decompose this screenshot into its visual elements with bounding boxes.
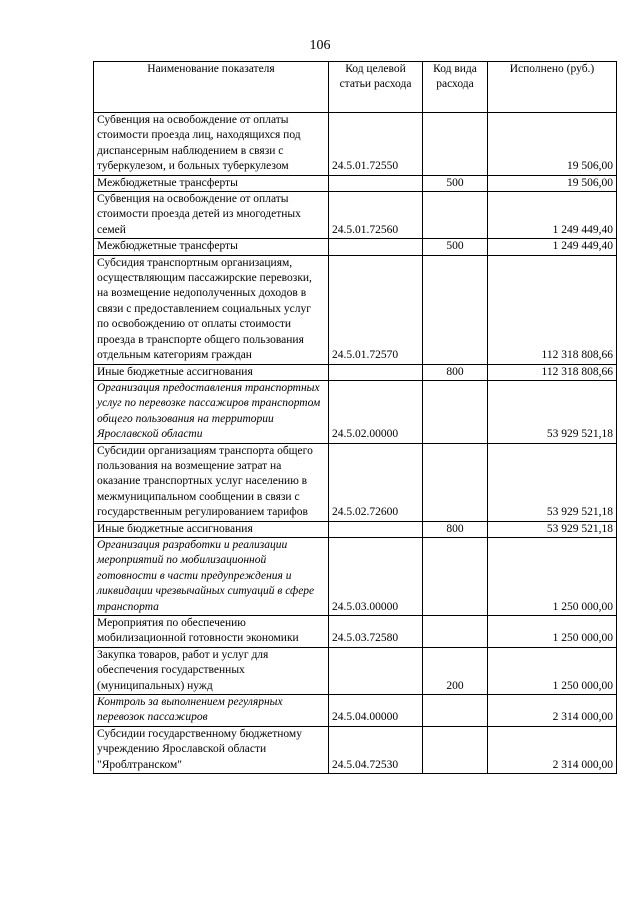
row-name-cell: Иные бюджетные ассигнования bbox=[94, 364, 329, 380]
row-expense-type-cell: 800 bbox=[423, 364, 488, 380]
row-executed-amount-cell: 2 314 000,00 bbox=[488, 695, 617, 727]
row-executed-amount-cell: 1 250 000,00 bbox=[488, 616, 617, 648]
row-executed-amount-cell: 2 314 000,00 bbox=[488, 726, 617, 773]
row-target-code-cell: 24.5.03.00000 bbox=[329, 537, 423, 615]
row-name-cell: Контроль за выполнением регулярных перевозок пассажиров bbox=[94, 695, 329, 727]
budget-execution-table bbox=[93, 61, 617, 774]
row-target-code-cell: 24.5.03.72580 bbox=[329, 616, 423, 648]
row-executed-amount-cell: 112 318 808,66 bbox=[488, 255, 617, 364]
row-expense-type-cell bbox=[423, 113, 488, 176]
table-row bbox=[94, 521, 617, 537]
row-target-code-cell: 24.5.04.72530 bbox=[329, 726, 423, 773]
row-expense-type-cell bbox=[423, 695, 488, 727]
header-target-code: Код целевой статьи расхода bbox=[329, 62, 423, 113]
row-name-cell: Организация предоставления транспортных услуг по перевозке пассажиров транспортом общего пользования на территории Ярославской области bbox=[94, 380, 329, 443]
row-expense-type-cell bbox=[423, 380, 488, 443]
table-header-row bbox=[94, 62, 617, 113]
header-executed-amount: Исполнено (руб.) bbox=[488, 62, 617, 113]
row-name-cell: Субсидии государственному бюджетному учреждению Ярославской области "Яроблтранском" bbox=[94, 726, 329, 773]
row-name-cell: Мероприятия по обеспечению мобилизационной готовности экономики bbox=[94, 616, 329, 648]
row-target-code-cell: 24.5.02.72600 bbox=[329, 443, 423, 521]
row-target-code-cell bbox=[329, 239, 423, 255]
row-expense-type-cell bbox=[423, 726, 488, 773]
table-row bbox=[94, 380, 617, 443]
row-name-cell: Субвенция на освобождение от оплаты стоимости проезда лиц, находящихся под диспансерным наблюдением в связи с туберкулезом, и больных туберкулезом bbox=[94, 113, 329, 176]
row-expense-type-cell bbox=[423, 255, 488, 364]
row-name-cell: Закупка товаров, работ и услуг для обеспечения государственных (муниципальных) нужд bbox=[94, 647, 329, 694]
table-row bbox=[94, 113, 617, 176]
row-executed-amount-cell: 1 250 000,00 bbox=[488, 537, 617, 615]
row-expense-type-cell: 800 bbox=[423, 521, 488, 537]
row-target-code-cell: 24.5.02.00000 bbox=[329, 380, 423, 443]
row-expense-type-cell bbox=[423, 537, 488, 615]
row-name-cell: Субсидии организациям транспорта общего пользования на возмещение затрат на оказание транспортных услуг населению в межмуниципальном сообщении в связи с государственным регулированием тарифов bbox=[94, 443, 329, 521]
page-number: 106 bbox=[309, 38, 331, 53]
row-executed-amount-cell: 19 506,00 bbox=[488, 113, 617, 176]
table-row bbox=[94, 726, 617, 773]
row-target-code-cell: 24.5.01.72560 bbox=[329, 192, 423, 239]
table-row bbox=[94, 616, 617, 648]
row-expense-type-cell: 500 bbox=[423, 175, 488, 191]
table-row bbox=[94, 192, 617, 239]
row-name-cell: Межбюджетные трансферты bbox=[94, 239, 329, 255]
row-name-cell: Иные бюджетные ассигнования bbox=[94, 521, 329, 537]
row-target-code-cell bbox=[329, 647, 423, 694]
row-executed-amount-cell: 1 249 449,40 bbox=[488, 192, 617, 239]
row-name-cell: Субвенция на освобождение от оплаты стоимости проезда детей из многодетных семей bbox=[94, 192, 329, 239]
table-row bbox=[94, 695, 617, 727]
header-name: Наименование показателя bbox=[94, 62, 329, 113]
row-executed-amount-cell: 112 318 808,66 bbox=[488, 364, 617, 380]
row-executed-amount-cell: 53 929 521,18 bbox=[488, 521, 617, 537]
header-expense-type: Код вида расхода bbox=[423, 62, 488, 113]
row-name-cell: Организация разработки и реализации мероприятий по мобилизационной готовности в части предупреждения и ликвидации чрезвычайных ситуаций в сфере транспорта bbox=[94, 537, 329, 615]
row-target-code-cell bbox=[329, 175, 423, 191]
row-expense-type-cell: 500 bbox=[423, 239, 488, 255]
table-row bbox=[94, 443, 617, 521]
row-expense-type-cell bbox=[423, 616, 488, 648]
table-row bbox=[94, 364, 617, 380]
row-target-code-cell bbox=[329, 521, 423, 537]
table-row bbox=[94, 175, 617, 191]
row-target-code-cell: 24.5.01.72550 bbox=[329, 113, 423, 176]
table-row bbox=[94, 537, 617, 615]
table-row bbox=[94, 647, 617, 694]
row-target-code-cell: 24.5.01.72570 bbox=[329, 255, 423, 364]
row-executed-amount-cell: 53 929 521,18 bbox=[488, 380, 617, 443]
row-expense-type-cell: 200 bbox=[423, 647, 488, 694]
row-executed-amount-cell: 1 249 449,40 bbox=[488, 239, 617, 255]
row-name-cell: Субсидия транспортным организациям, осуществляющим пассажирские перевозки, на возмещение недополученных доходов в связи с предоставлением социальных услуг по освобождению от оплаты стоимости проезда в транспорте общего пользования отдельным категориям граждан bbox=[94, 255, 329, 364]
row-target-code-cell: 24.5.04.00000 bbox=[329, 695, 423, 727]
table-row bbox=[94, 239, 617, 255]
row-name-cell: Межбюджетные трансферты bbox=[94, 175, 329, 191]
row-executed-amount-cell: 53 929 521,18 bbox=[488, 443, 617, 521]
table-body bbox=[94, 113, 617, 774]
row-expense-type-cell bbox=[423, 192, 488, 239]
row-target-code-cell bbox=[329, 364, 423, 380]
row-expense-type-cell bbox=[423, 443, 488, 521]
row-executed-amount-cell: 19 506,00 bbox=[488, 175, 617, 191]
table-row bbox=[94, 255, 617, 364]
row-executed-amount-cell: 1 250 000,00 bbox=[488, 647, 617, 694]
